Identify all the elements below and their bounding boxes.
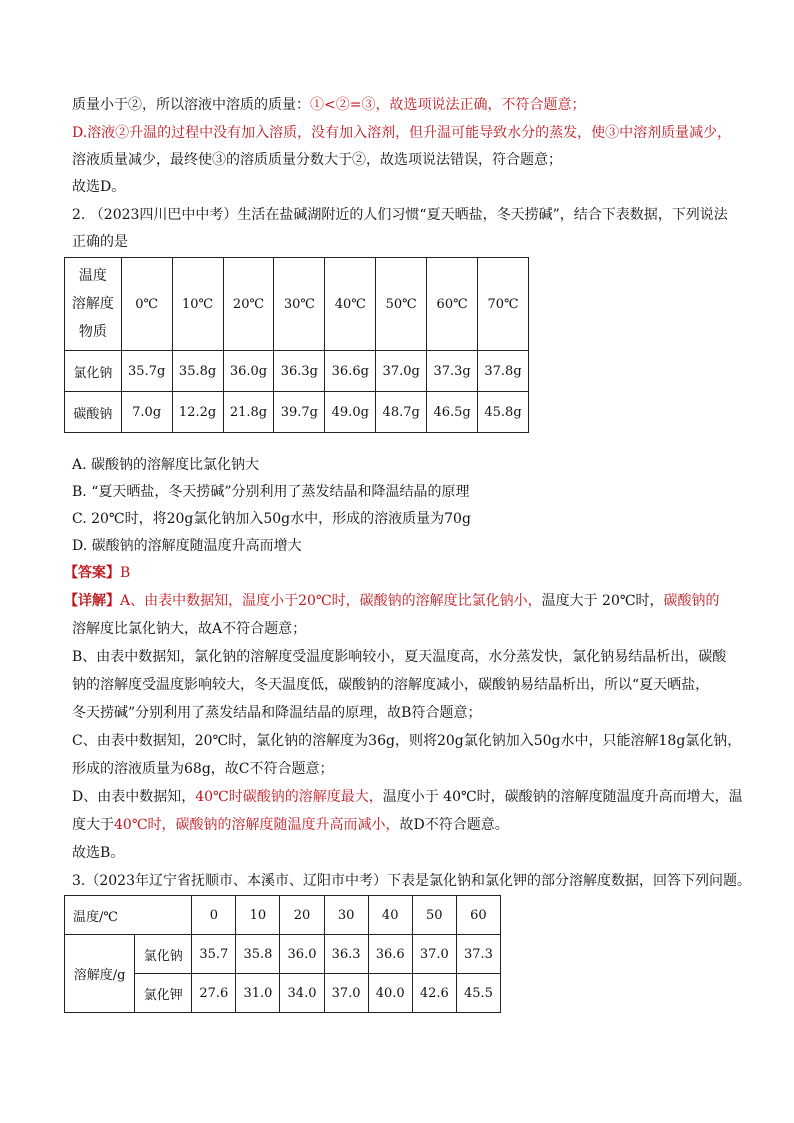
text-black: 质量小于②，所以溶液中溶质的质量： <box>72 97 310 113</box>
table-cell: 35.7g <box>121 351 172 392</box>
text-line-2: D.溶液②升温的过程中没有加入溶质，没有加入溶剂，但升温可能导致水分的蒸发，使③中溶剂质量减少， <box>72 125 732 141</box>
temp-label-cell: 温度/℃ <box>65 896 192 935</box>
table-cell: 10℃ <box>172 258 223 351</box>
table-cell: 30 <box>324 896 368 935</box>
table-cell: 40 <box>368 896 412 935</box>
text-red: 40℃时，碳酸钠的溶解度随温度升高而减小， <box>114 817 400 833</box>
table-cell: 49.0g <box>325 392 376 433</box>
table-cell: 50 <box>412 896 456 935</box>
table-cell: 30℃ <box>274 258 325 351</box>
table-cell: 20 <box>280 896 324 935</box>
table-row-label: 碳酸钠 <box>65 392 122 433</box>
table-cell: 40℃ <box>325 258 376 351</box>
q2-solubility-table <box>64 257 529 433</box>
option-a: A. 碳酸钠的溶解度比氯化钠大 <box>72 457 260 473</box>
table-cell: 27.6 <box>192 974 236 1013</box>
detail-label: 【详解】 <box>64 593 120 609</box>
table-cell: 45.8g <box>478 392 529 433</box>
table-cell: 45.5 <box>456 974 500 1013</box>
table-cell: 36.0 <box>280 935 324 974</box>
answer-value: B <box>120 565 131 581</box>
option-d: D. 碳酸钠的溶解度随温度升高而增大 <box>72 538 302 554</box>
table-cell: 46.5g <box>427 392 478 433</box>
q2-stem-line-1: 2. （2023四川巴中中考）生活在盐碱湖附近的人们习惯“夏天晒盐，冬天捞碱”，结合下表数据，下列说法 <box>72 207 728 223</box>
table-cell: 10 <box>236 896 280 935</box>
table-cell: 0℃ <box>121 258 172 351</box>
header-solubility-label: 溶解度 <box>71 296 114 312</box>
answer-label: 【答案】 <box>64 565 120 581</box>
text-black: 度大于 <box>72 817 114 833</box>
option-b: B. “夏天晒盐，冬天捞碱”分别利用了蒸发结晶和降温结晶的原理 <box>72 484 470 500</box>
table-cell: 60℃ <box>427 258 478 351</box>
table-cell: 50℃ <box>376 258 427 351</box>
table-cell: 42.6 <box>412 974 456 1013</box>
table-row <box>65 351 529 392</box>
detail-line-a1 <box>64 591 720 611</box>
text-red: 40℃时碳酸钠的溶解度最大， <box>195 789 383 805</box>
text-line-1 <box>72 95 585 115</box>
table-cell: 36.6g <box>325 351 376 392</box>
text-red: ①<②=③，故选项说法正确，不符合题意； <box>310 97 586 113</box>
table-cell: 37.0 <box>324 974 368 1013</box>
table-row-label: 氯化钾 <box>135 974 192 1013</box>
table-cell: 36.3 <box>324 935 368 974</box>
table-cell: 35.8 <box>236 935 280 974</box>
q3-stem: 3.（2023年辽宁省抚顺市、本溪市、辽阳市中考）下表是氯化钠和氯化钾的部分溶解度数据，回答下列问题。 <box>72 873 751 889</box>
table-cell: 7.0g <box>121 392 172 433</box>
header-substance-label: 物质 <box>78 324 107 340</box>
text-black: 温度大于 20℃时， <box>541 593 664 609</box>
table-cell: 37.0 <box>412 935 456 974</box>
detail-line-b2: 钠的溶解度受温度影响较大，冬天温度低，碳酸钠的溶解度减小，碳酸钠易结晶析出，所以“夏天晒盐， <box>72 677 710 693</box>
table-row-label: 氯化钠 <box>135 935 192 974</box>
q3-solubility-table <box>64 895 501 1013</box>
table-cell: 34.0 <box>280 974 324 1013</box>
text-red: 20℃时，碳酸钠的溶解度比氯化钠小， <box>298 593 542 609</box>
text-black: 故D不符合题意。 <box>399 817 509 833</box>
table-cell: 36.0g <box>223 351 274 392</box>
table-cell: 21.8g <box>223 392 274 433</box>
table-cell: 31.0 <box>236 974 280 1013</box>
table-row <box>65 935 501 974</box>
detail-line-b1: B、由表中数据知，氯化钠的溶解度受温度影响较小，夏天温度高，水分蒸发快，氯化钠易结晶析出，碳酸 <box>72 649 727 665</box>
table-cell: 37.0g <box>376 351 427 392</box>
table-cell: 37.8g <box>478 351 529 392</box>
table-cell: 37.3g <box>427 351 478 392</box>
table-cell: 20℃ <box>223 258 274 351</box>
table-cell: 39.7g <box>274 392 325 433</box>
detail-line-a2: 溶解度比氯化钠大，故A不符合题意； <box>72 621 307 637</box>
text-line-4: 故选D。 <box>72 179 126 195</box>
detail-line-b3: 冬天捞碱”分别利用了蒸发结晶和降温结晶的原理，故B符合题意； <box>72 705 482 721</box>
table-cell: 36.3g <box>274 351 325 392</box>
table-cell: 0 <box>192 896 236 935</box>
table-cell: 36.6 <box>368 935 412 974</box>
row-group-label: 溶解度/g <box>65 935 135 1013</box>
table-header-row <box>65 258 529 351</box>
table-cell: 60 <box>456 896 500 935</box>
answer-line <box>64 563 130 583</box>
detail-line-d1 <box>72 787 743 807</box>
text-red: 碳酸钠的 <box>663 593 720 609</box>
table-cell: 12.2g <box>172 392 223 433</box>
text-black: D、由表中数据知， <box>72 789 196 805</box>
table-cell: 35.8g <box>172 351 223 392</box>
text-black: 温度小于 40℃时，碳酸钠的溶解度随温度升高而增大，温 <box>382 789 743 805</box>
detail-line-c1: C、由表中数据知，20℃时，氯化钠的溶解度为36g，则将20g氯化钠加入50g水中，只能溶解18g氯化钠， <box>72 733 742 749</box>
header-temp-label: 温度 <box>78 268 107 284</box>
detail-line-c2: 形成的溶液质量为68g，故C不符合题意； <box>72 761 334 777</box>
text-line-3: 溶液质量减少，最终使③的溶质质量分数大于②，故选项说法错误，符合题意； <box>72 152 562 168</box>
table-cell: 70℃ <box>478 258 529 351</box>
detail-line-d2 <box>72 815 509 835</box>
table-corner-cell <box>65 258 122 351</box>
detail-end: 故选B。 <box>72 845 125 861</box>
table-cell: 35.7 <box>192 935 236 974</box>
table-row <box>65 392 529 433</box>
table-row-label: 氯化钠 <box>65 351 122 392</box>
text-red: A、由表中数据知，温度小于 <box>120 593 299 609</box>
table-cell: 37.3 <box>456 935 500 974</box>
table-cell: 48.7g <box>376 392 427 433</box>
table-header-row <box>65 896 501 935</box>
table-cell: 40.0 <box>368 974 412 1013</box>
q2-stem-line-2: 正确的是 <box>72 234 128 250</box>
option-c: C. 20℃时，将20g氯化钠加入50g水中，形成的溶液质量为70g <box>72 511 471 527</box>
